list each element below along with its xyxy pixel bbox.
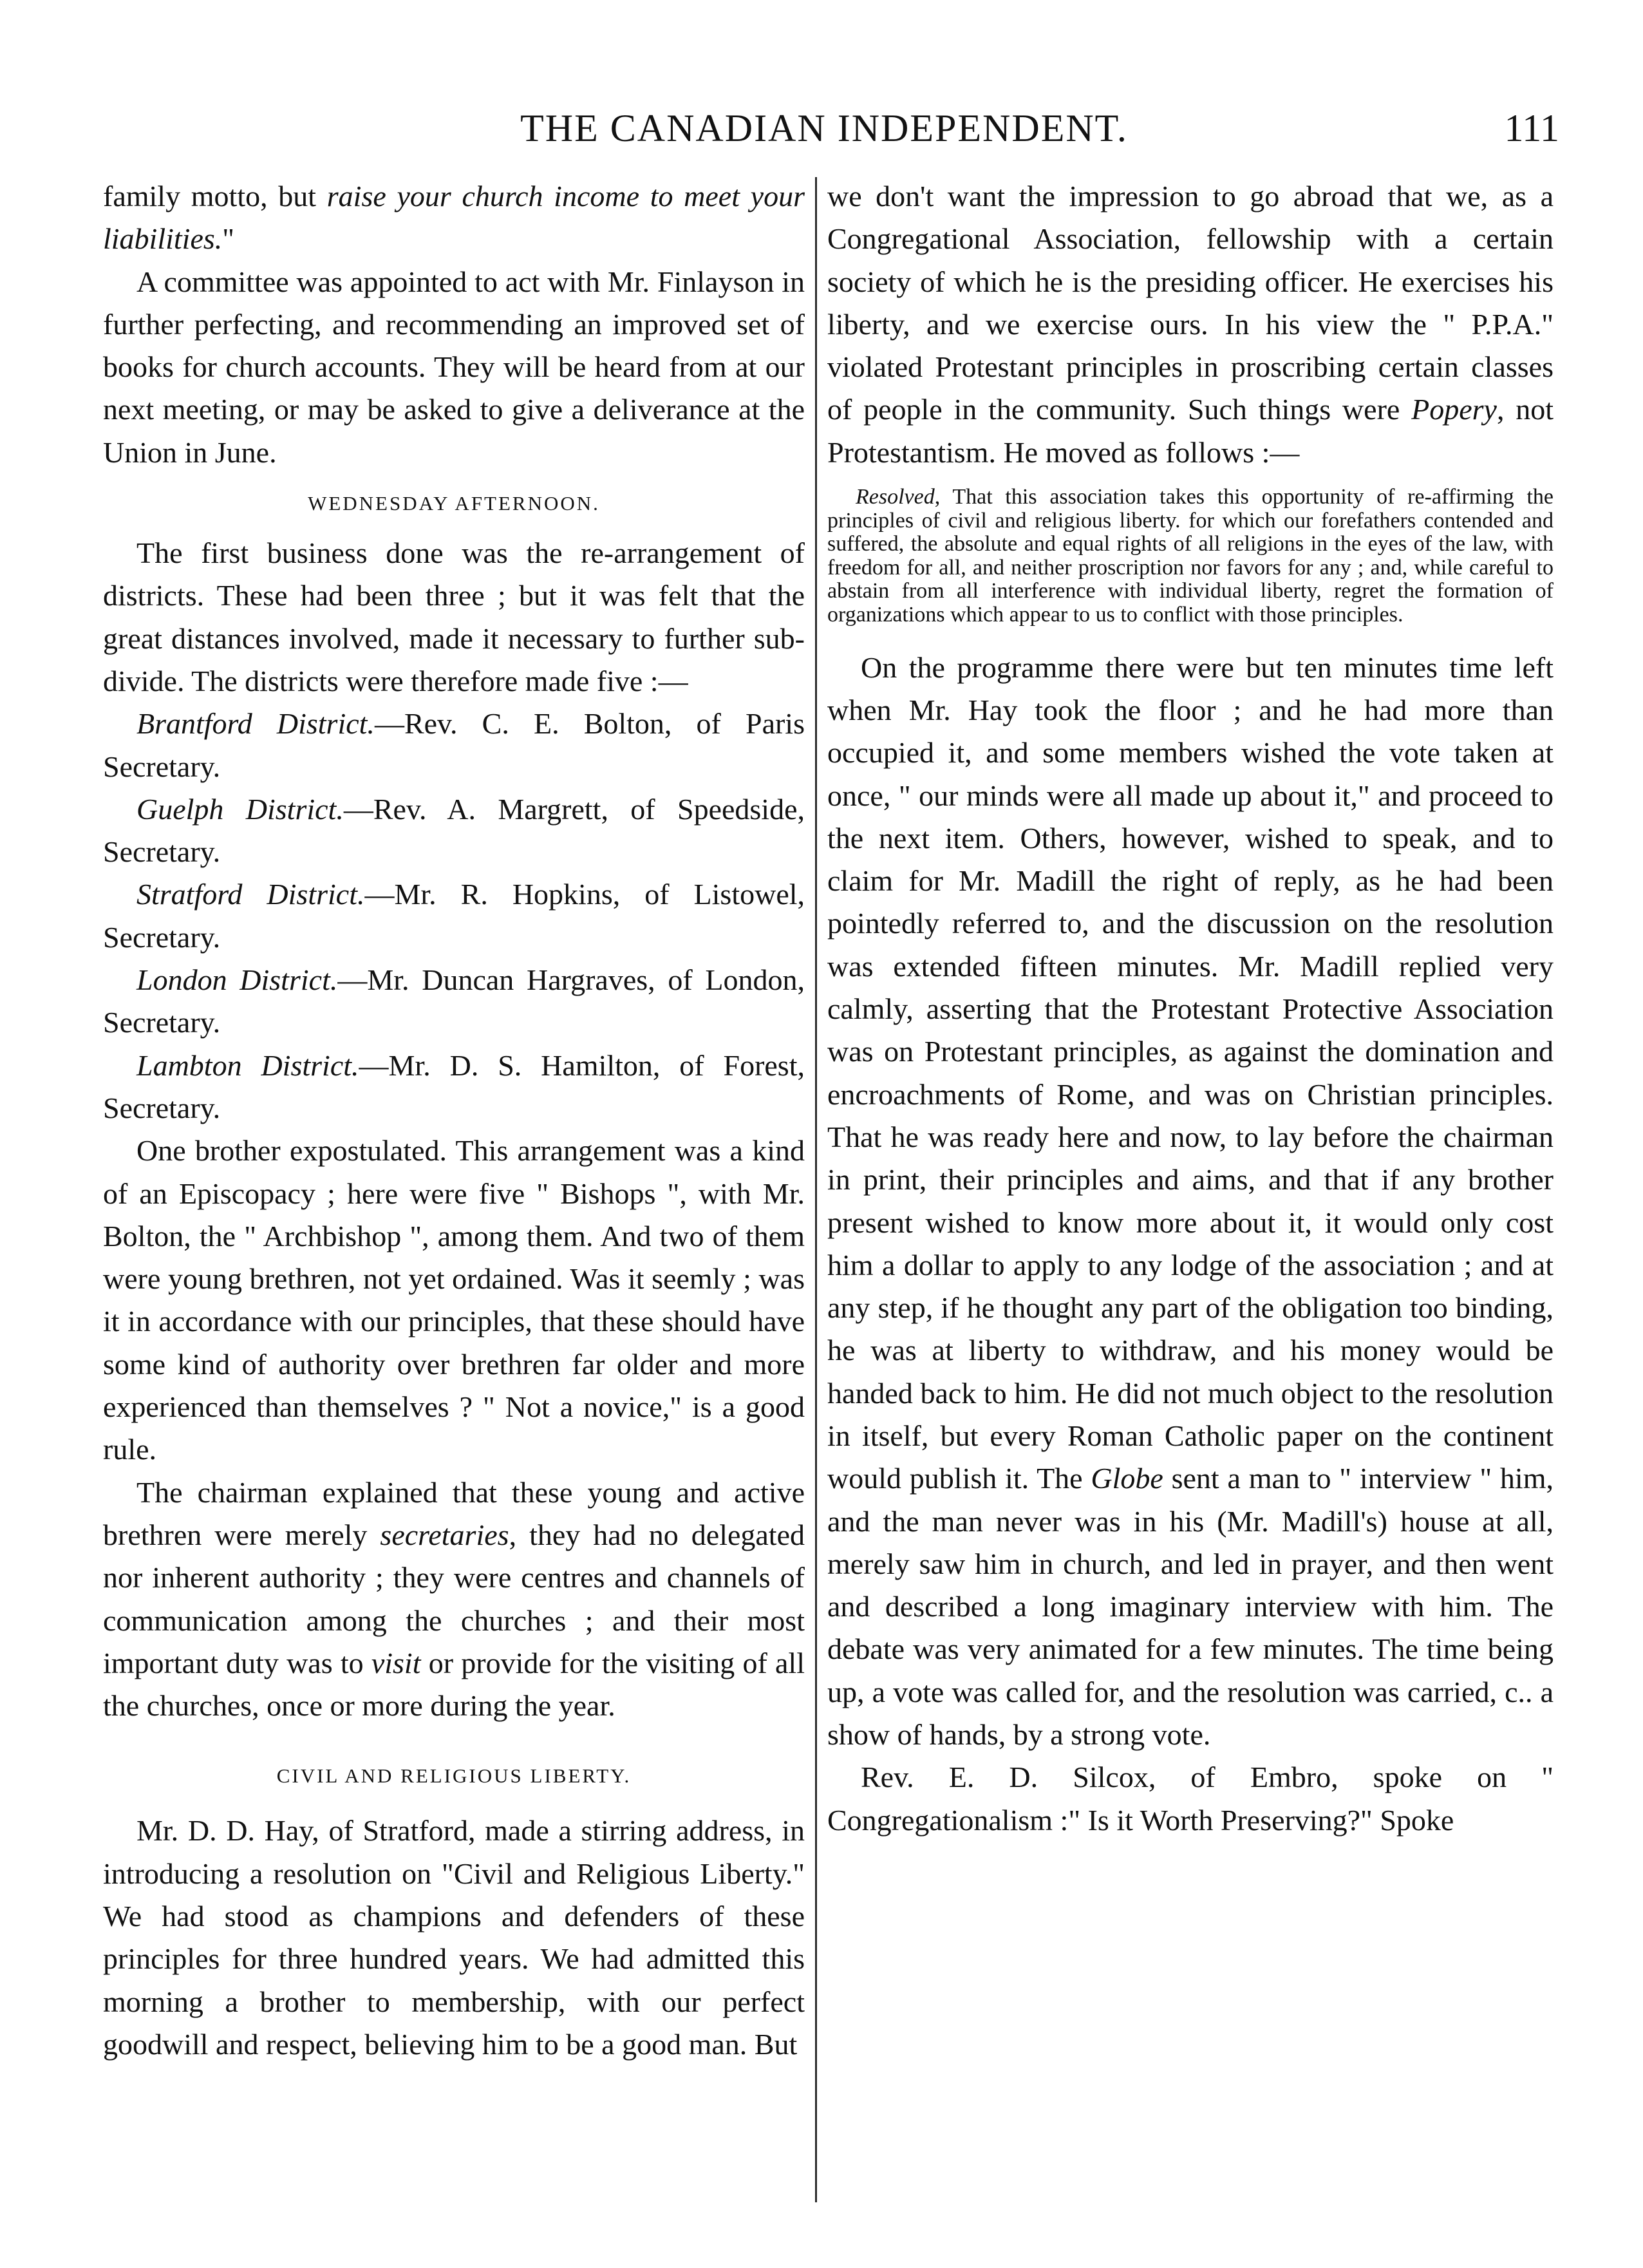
page-header [77,106,1571,164]
district-entry [103,1044,805,1130]
column-rule [815,177,817,2202]
paragraph [827,647,1554,1757]
text-run: The chairman explained that these young and active brethren were merely [103,1475,805,1551]
italic-text: Resolved [856,485,935,509]
text-run: , they had no delegated nor inherent authority ; they were centres and channels of communication among the churches ; and their most important duty was to [103,1518,805,1679]
district-name: Brantford District. [136,707,375,741]
paragraph [103,1471,805,1728]
text-run: On the programme there were but ten minutes time left when Mr. Hay took the floor ; and he had more than occupied it, and some members wished the vote taken at once, " our minds were all made up about it," and proceed to the next item. Others, however, wished to speak, and to claim for Mr. Madill the right of reply, as he had been pointedly referred to, and the discussion on the resolution was extended fifteen minutes. Mr. Madill replied very calmly, asserting that the Protestant Protective Association was on Protestant principles, as against the domination and encroachments of Rome, and was on Christian principles. That he was ready here and now, to lay before the chairman in print, their principles and aims, and that if any brother present wished to know more about it, it would only cost him a dollar to apply to any lodge of the association ; and at any step, if he thought any part of the obligation too binding, he was at liberty to withdraw, and his money would be handed back to him. He did not much object to the resolution in itself, but every Roman Catholic paper on the continent would publish it. The [827,650,1554,1495]
section-heading: CIVIL AND RELIGIOUS LIBERTY. [276,1764,632,1788]
district-name: London District. [136,963,338,997]
spacer [827,630,1554,647]
text-run: we don't want the impression to go abroad that we, as a Congregational Association, fellowship with a certain society of which he is the presiding officer. He exercises his liberty, and we exercise ours. In his view the " P.P.A." violated Protestant principles in proscribing certain classes of people in the community. Such things were [827,180,1554,426]
paragraph [827,175,1554,474]
resolution-text [827,486,1554,627]
text-run: sent a man to " interview " him, and the man never was in his (Mr. Madill's) house at all, merely saw him in church, and led in prayer, and then went and described a long imaginary interview with him. The debate was very animated for a few minutes. The time being up, a vote was called for, and the resolution was carried, c.. a show of hands, by a strong vote. [827,1462,1554,1752]
district-text: —Rev. A. Margrett, of Speedside, Secretary. [103,792,805,869]
district-name: Stratford District. [136,878,365,911]
paragraph: Mr. D. D. Hay, of Stratford, made a stirring address, in introducing a resolution on "Civil and Religious Liberty." We had stood as champions and defenders of these principles for three hundred years. We had admitted this morning a brother to membership, with our perfect goodwill and respect, believing him to be a good man. But [103,1814,805,2061]
district-text: —Mr. Duncan Hargraves, of London, Secretary. [103,963,805,1039]
paragraph [103,175,805,261]
district-entry [103,959,805,1044]
district-text: —Mr. R. Hopkins, of Listowel, Secretary. [103,878,805,954]
district-text: —Rev. C. E. Bolton, of Paris Secretary. [103,707,805,783]
district-name: Lambton District. [136,1048,359,1082]
text-run: , That this association takes this opportunity of re-affirming the principles of civil and religious liberty. for which our forefathers contended and suffered, the absolute and equal rights of all religions in the eyes of the law, with freedom for all, and neither proscription nor favors for any ; and, while careful to abstain from all interference with individual liberty, regret the formation of organizations which appear to us to conflict with those principles. [827,485,1554,627]
italic-text: visit [371,1646,421,1679]
district-entry [103,703,805,788]
district-entry [103,788,805,874]
district-text: —Mr. D. S. Hamilton, of Forest, Secretary. [103,1048,805,1124]
right-column [827,175,1554,1842]
paragraph: Rev. E. D. Silcox, of Embro, spoke on " Congregationalism :" Is it Worth Preserving?" Spoke [827,1761,1554,1837]
italic-text: secretaries [380,1518,509,1551]
running-title: THE CANADIAN INDEPENDENT. [520,107,1128,149]
italic-text: Popery [1411,393,1497,426]
district-name: Guelph District. [136,792,344,826]
district-entry [103,873,805,959]
italic-text: Globe [1091,1462,1163,1495]
text-run: " [222,222,235,256]
text-run: family motto, but [103,180,327,213]
paragraph: A committee was appointed to act with Mr. Finlayson in further perfecting, and recommending an improved set of books for church accounts. They will be heard from at our next meeting, or may be asked to give a deliverance at the Union in June. [103,265,805,469]
paragraph: One brother expostulated. This arrangement was a kind of an Episcopacy ; here were five " Bishops ", with Mr. Bolton, the " Archbishop ", among them. And two of them were young brethren, not yet ordained. Was it seemly ; was it in accordance with our principles, that these should have some kind of authority over brethren far older and more experienced than themselves ? " Not a novice," is a good rule. [103,1134,805,1466]
page-number: 111 [1504,107,1559,149]
paragraph: The first business done was the re-arrangement of districts. These had been three ; but it was felt that the great distances involved, made it necessary to further sub-divide. The districts were therefore made five :— [103,536,805,697]
text-run: or provide for the visiting of all the churches, once or more during the year. [103,1646,805,1723]
italic-text: raise your church income to meet your liabilities. [103,180,805,256]
left-column [103,175,805,2066]
section-heading: WEDNESDAY AFTERNOON. [308,492,600,515]
text-run: , not Protestantism. He moved as follows :— [827,393,1554,469]
